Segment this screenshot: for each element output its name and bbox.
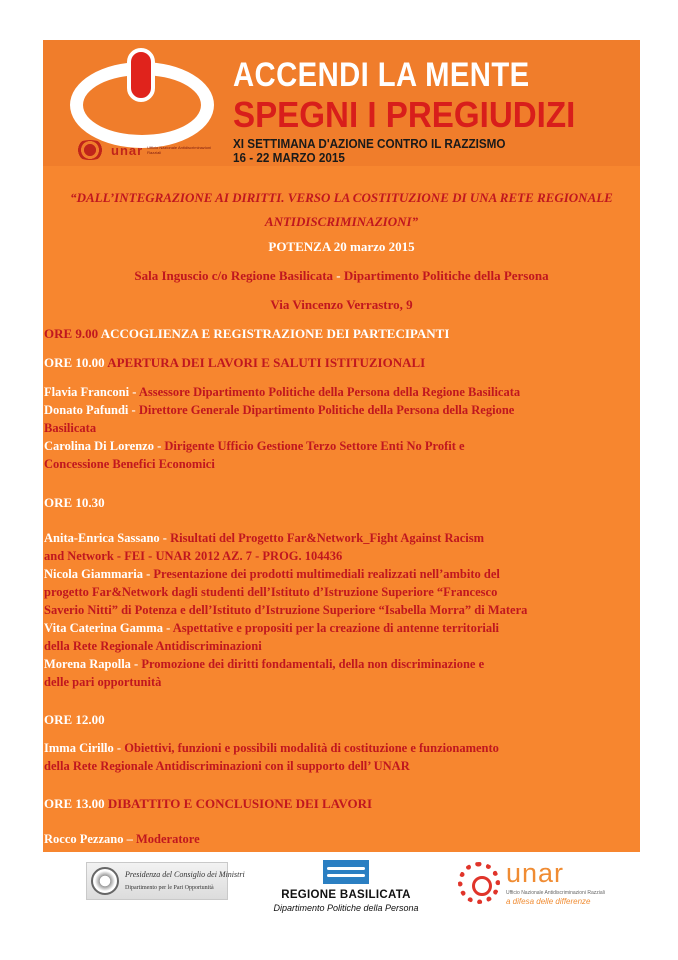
speaker-line: [44, 741, 499, 756]
session-5-title: DIBATTITO E CONCLUSIONE DEI LAVORI: [104, 796, 373, 811]
speaker-line: [44, 531, 484, 546]
speaker-topic: Obiettivi, funzioni e possibili modalità di costituzione e funzionamento: [124, 741, 499, 755]
speaker-sep: -: [162, 621, 173, 635]
event-title-line1: “DALL’INTEGRAZIONE AI DIRITTI. VERSO LA COSTITUZIONE DI UNA RETE REGIONALE: [70, 190, 613, 205]
speaker-name: Donato Pafundi: [44, 403, 129, 417]
session-time: ORE 10.30: [44, 495, 105, 510]
unar-word: unar: [506, 858, 565, 888]
venue-department: Dipartimento Politiche della Persona: [343, 268, 549, 283]
session-3-time: [44, 495, 105, 511]
unar-mini-logo: [73, 140, 219, 160]
venue-separator: -: [333, 268, 344, 283]
speaker-line-cont: [44, 549, 342, 564]
session-time: ORE 12.00: [44, 712, 105, 727]
speaker-line-cont: [44, 639, 262, 654]
speaker-line: [44, 403, 514, 418]
speaker-line-cont: [44, 759, 410, 774]
speaker-line: [44, 439, 465, 454]
speaker-line-cont: [44, 457, 215, 472]
basilicata-name: REGIONE BASILICATA: [281, 889, 411, 901]
unar-mini-word: unar: [111, 142, 144, 158]
speaker-topic: della Rete Regionale Antidiscriminazioni: [44, 639, 262, 653]
speaker-line-cont: [44, 585, 497, 600]
event-title-line2: ANTIDISCRIMINAZIONI”: [264, 214, 419, 229]
speaker-role: Assessore Dipartimento Politiche della Persona della Regione Basilicata: [138, 385, 521, 399]
speaker-sep: -: [142, 567, 154, 581]
speaker-line: [44, 567, 500, 582]
banner-headline: ACCENDI LA MENTE: [233, 56, 530, 94]
speaker-role: Basilicata: [44, 421, 97, 435]
speaker-name: Anita-Enrica Sassano: [44, 531, 160, 545]
speaker-line-cont: [44, 675, 161, 690]
session-2-time: ORE 10.00: [44, 355, 105, 370]
session-4-time: [44, 712, 105, 728]
regione-basilicata-logo: [256, 860, 436, 914]
session-5: [44, 796, 372, 812]
speaker-topic: Promozione dei diritti fondamentali, della non discriminazione e: [141, 657, 485, 671]
speaker-sep: -: [128, 403, 139, 417]
presidenza-dept: Dipartimento per le Pari Opportunità: [125, 885, 214, 891]
speaker-name: Flavia Franconi: [44, 385, 130, 399]
speaker-sep: -: [153, 439, 165, 453]
italian-emblem-icon: [91, 867, 119, 895]
unar-tagline: a difesa delle differenze: [506, 897, 591, 906]
basilicata-wave-icon: [323, 860, 369, 884]
speaker-topic: and Network - FEI - UNAR 2012 AZ. 7 - PROG. 104436: [44, 549, 343, 563]
speaker-name: Vita Caterina Gamma: [44, 621, 163, 635]
unar-logo: [458, 858, 608, 910]
speaker-role: Concessione Benefici Economici: [44, 457, 215, 471]
presidenza-title: Presidenza del Consiglio dei Ministri: [125, 870, 245, 879]
session-2: [44, 355, 425, 371]
moderator-role: Moderatore: [135, 832, 200, 846]
speaker-sep: -: [159, 531, 171, 545]
speaker-role: Dirigente Ufficio Gestione Terzo Settore Enti No Profit e: [164, 439, 465, 453]
power-switch-icon: [127, 48, 155, 102]
speaker-sep: -: [129, 385, 139, 399]
session-2-title: APERTURA DEI LAVORI E SALUTI ISTITUZIONALI: [104, 355, 426, 370]
campaign-banner: [43, 40, 640, 166]
unar-swirl-icon: [73, 140, 107, 160]
speaker-topic: della Rete Regionale Antidiscriminazioni con il supporto dell’ UNAR: [44, 759, 410, 773]
speaker-topic: progetto Far&Network dagli studenti dell’Istituto d’Istruzione Superiore “Francesco: [44, 585, 498, 599]
banner-subheadline: SPEGNI I PREGIUDIZI: [233, 94, 576, 135]
moderator-line: [44, 832, 200, 847]
speaker-topic: Aspettative e propositi per la creazione di antenne territoriali: [172, 621, 500, 635]
venue-name: Sala Inguscio c/o Regione Basilicata: [134, 268, 334, 283]
speaker-line-cont: [44, 603, 527, 618]
speaker-name: Nicola Giammaria: [44, 567, 143, 581]
speaker-line: [44, 621, 499, 636]
moderator-name: Rocco Pezzano: [44, 832, 124, 846]
basilicata-dept: Dipartimento Politiche della Persona: [273, 903, 419, 913]
moderator-sep: –: [123, 832, 136, 846]
event-address: Via Vincenzo Verrastro, 9: [270, 297, 413, 312]
banner-dates: 16 - 22 MARZO 2015: [233, 150, 345, 165]
event-place-date: POTENZA 20 marzo 2015: [268, 239, 415, 254]
unar-swirl-icon: [458, 862, 500, 904]
speaker-sep: -: [113, 741, 125, 755]
speaker-role: Direttore Generale Dipartimento Politiche della Persona della Regione: [138, 403, 515, 417]
speaker-topic: Saverio Nitti” di Potenza e dell’Istituto d’Istruzione Superiore “Isabella Morra” di Matera: [44, 603, 528, 617]
speaker-line: [44, 657, 484, 672]
speaker-name: Morena Rapolla: [44, 657, 131, 671]
speaker-line: [44, 385, 520, 400]
speaker-name: Imma Cirillo: [44, 741, 114, 755]
presidenza-logo: [86, 862, 245, 900]
session-1-title: ACCOGLIENZA E REGISTRAZIONE DEI PARTECIPANTI: [98, 326, 450, 341]
unar-mini-subtitle: Ufficio Nazionale Antidiscriminazioni Razziali: [147, 145, 212, 155]
speaker-sep: -: [130, 657, 142, 671]
session-5-time: ORE 13.00: [44, 796, 105, 811]
speaker-topic: Presentazione dei prodotti multimediali realizzati nell’ambito del: [153, 567, 500, 581]
flyer-sheet: [43, 40, 640, 852]
banner-week: XI SETTIMANA D'AZIONE CONTRO IL RAZZISMO: [233, 136, 506, 151]
speaker-name: Carolina Di Lorenzo: [44, 439, 154, 453]
event-venue: [43, 268, 640, 284]
speaker-topic: delle pari opportunità: [44, 675, 162, 689]
speaker-topic: Risultati del Progetto Far&Network_Fight Against Racism: [170, 531, 485, 545]
session-1-time: ORE 9.00: [44, 326, 99, 341]
speaker-line-cont: [44, 421, 96, 436]
unar-subtitle: Ufficio Nazionale Antidiscriminazioni Razziali: [506, 890, 605, 896]
session-1: [44, 326, 449, 342]
